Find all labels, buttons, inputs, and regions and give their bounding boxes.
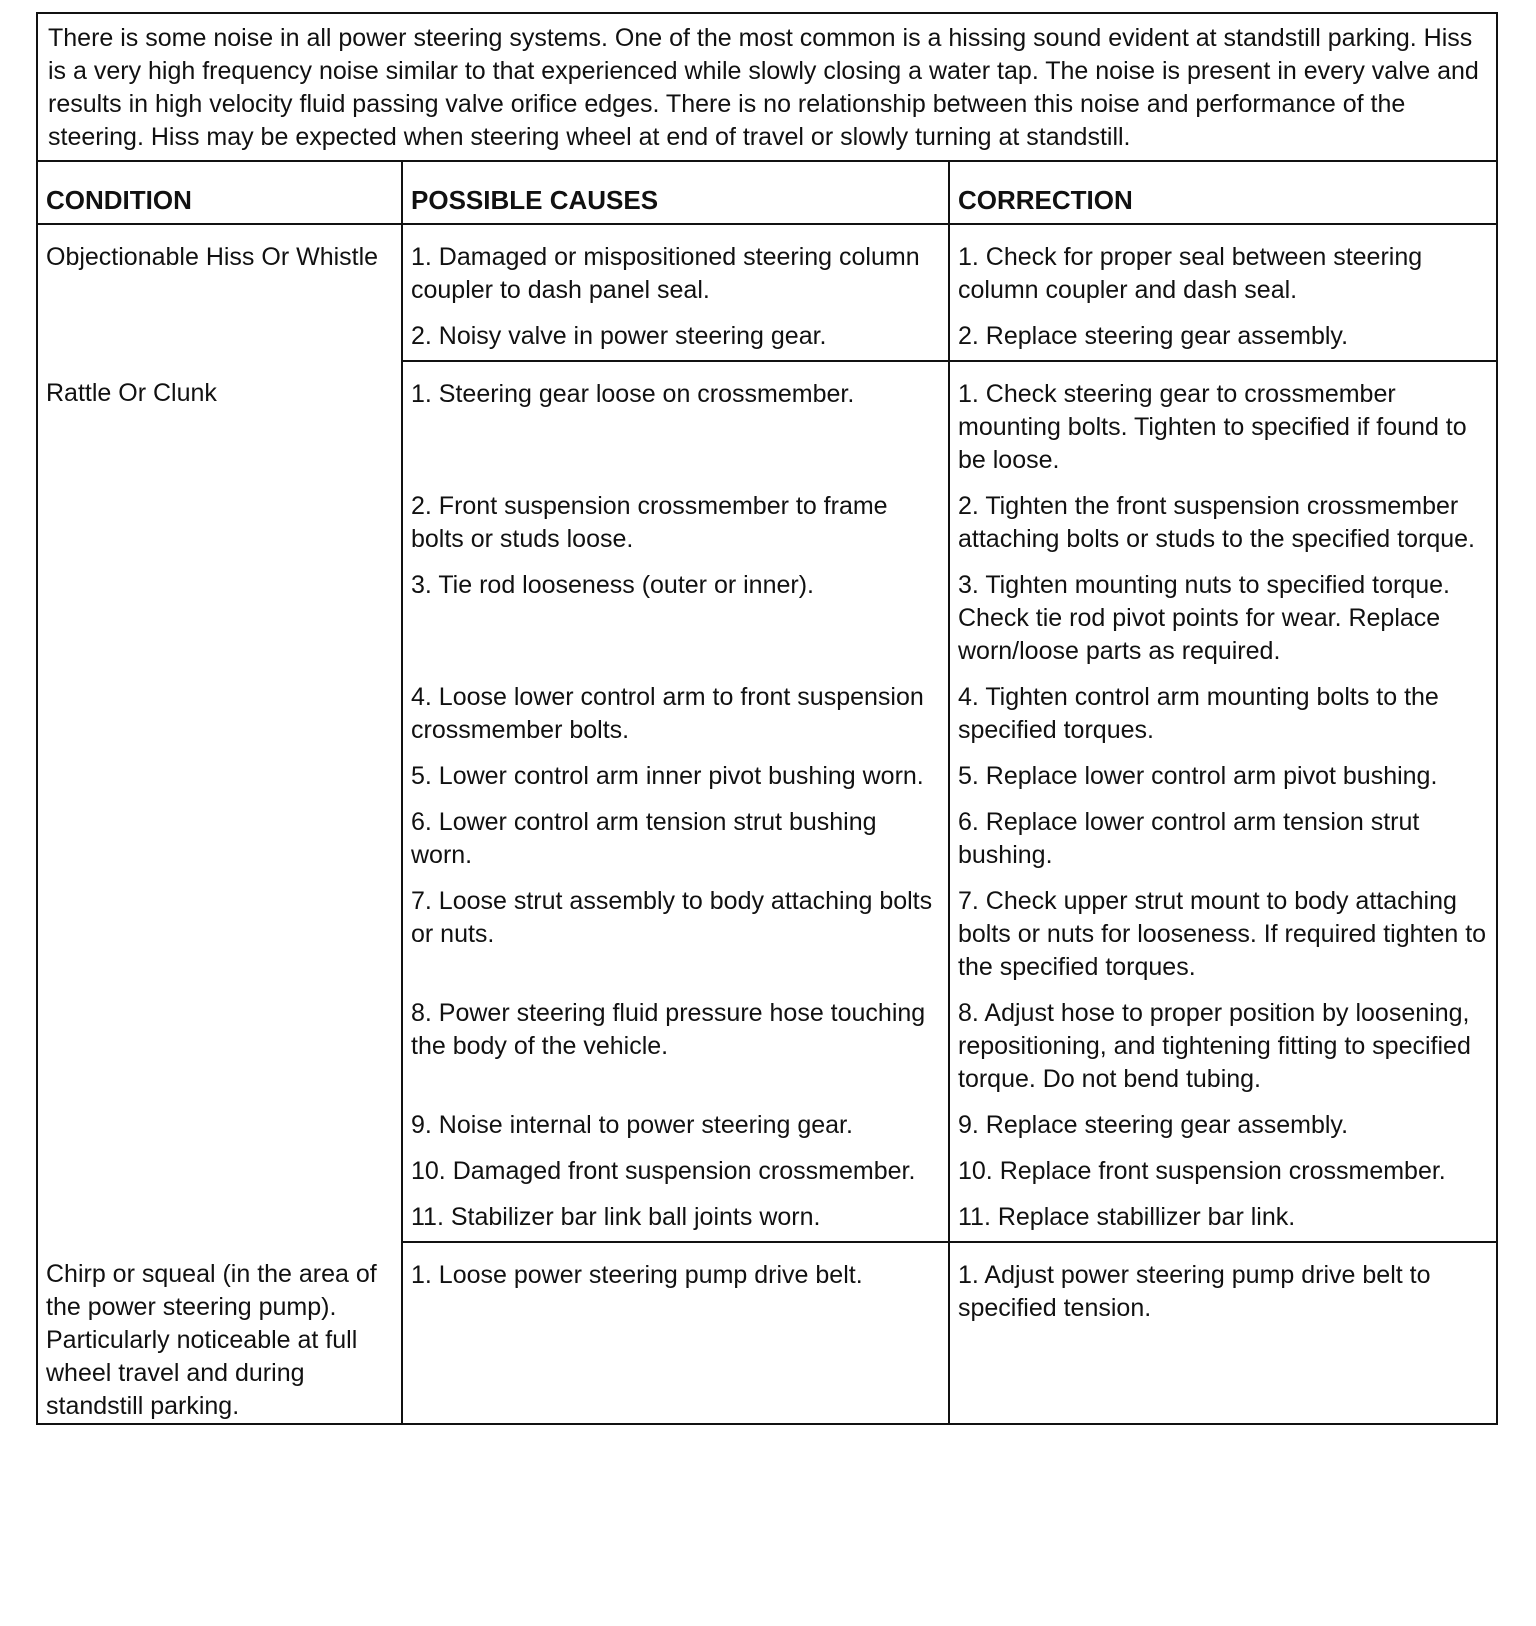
- cause-text: 1. Damaged or mispositioned steering column coupler to dash panel seal.: [411, 243, 920, 304]
- table-row: [38, 224, 1496, 314]
- cause-cell: [402, 800, 949, 879]
- correction-cell: [949, 800, 1496, 879]
- correction-text: 8. Adjust hose to proper position by loosening, repositioning, and tightening fitting to specified torque. Do not bend tubing.: [958, 999, 1471, 1093]
- diagnosis-document: [36, 12, 1498, 1425]
- correction-cell: [949, 991, 1496, 1103]
- cause-cell: [402, 1195, 949, 1242]
- correction-cell: [949, 563, 1496, 675]
- cause-text: 2. Front suspension crossmember to frame bolts or studs loose.: [411, 492, 888, 553]
- correction-text: 2. Replace steering gear assembly.: [958, 322, 1349, 350]
- cause-text: 1. Loose power steering pump drive belt.: [411, 1261, 863, 1289]
- cause-cell: [402, 1149, 949, 1195]
- table-row: [38, 361, 1496, 484]
- condition-cell: [38, 224, 402, 361]
- correction-text: 9. Replace steering gear assembly.: [958, 1111, 1349, 1139]
- cause-cell: [402, 484, 949, 563]
- intro-paragraph: There is some noise in all power steering systems. One of the most common is a hissing sound evident at standstill parking. Hiss is a very high frequency noise similar to that experienced while slowly closing a water tap. The noise is present in every valve and results in high velocity fluid passing valve orifice edges. There is no relationship between this noise and performance of the steering. Hiss may be expected when steering wheel at end of travel or slowly turning at standstill.: [38, 14, 1496, 162]
- cause-text: 10. Damaged front suspension crossmember.: [411, 1157, 916, 1185]
- correction-text: 11. Replace stabillizer bar link.: [958, 1203, 1296, 1231]
- correction-text: 1. Check for proper seal between steering column coupler and dash seal.: [958, 243, 1423, 304]
- condition-text: Chirp or squeal (in the area of the power steering pump). Particularly noticeable at full wheel travel and during standstill parking.: [46, 1260, 377, 1420]
- table-body: [38, 224, 1496, 1423]
- correction-text: 2. Tighten the front suspension crossmember attaching bolts or studs to the specified torque.: [958, 492, 1475, 553]
- condition-cell: [38, 1242, 402, 1423]
- correction-cell: [949, 361, 1496, 484]
- correction-text: 1. Adjust power steering pump drive belt to specified tension.: [958, 1261, 1431, 1322]
- cause-text: 3. Tie rod looseness (outer or inner).: [411, 571, 814, 599]
- correction-text: 5. Replace lower control arm pivot bushing.: [958, 762, 1438, 790]
- cause-cell: [402, 1242, 949, 1423]
- correction-cell: [949, 1195, 1496, 1242]
- header-correction: CORRECTION: [949, 162, 1496, 224]
- correction-text: 10. Replace front suspension crossmember.: [958, 1157, 1446, 1185]
- cause-cell: [402, 563, 949, 675]
- cause-text: 9. Noise internal to power steering gear.: [411, 1111, 853, 1139]
- header-possible-causes: POSSIBLE CAUSES: [402, 162, 949, 224]
- correction-text: 3. Tighten mounting nuts to specified torque. Check tie rod pivot points for wear. Replace worn/loose parts as required.: [958, 571, 1450, 665]
- correction-cell: [949, 1149, 1496, 1195]
- cause-text: 11. Stabilizer bar link ball joints worn.: [411, 1203, 821, 1231]
- correction-cell: [949, 484, 1496, 563]
- cause-cell: [402, 754, 949, 800]
- correction-cell: [949, 224, 1496, 314]
- correction-cell: [949, 675, 1496, 754]
- cause-cell: [402, 991, 949, 1103]
- correction-cell: [949, 1103, 1496, 1149]
- table-row: [38, 1242, 1496, 1423]
- cause-cell: [402, 675, 949, 754]
- cause-text: 1. Steering gear loose on crossmember.: [411, 380, 855, 408]
- cause-text: 7. Loose strut assembly to body attaching bolts or nuts.: [411, 887, 933, 948]
- correction-text: 6. Replace lower control arm tension strut bushing.: [958, 808, 1420, 869]
- correction-cell: [949, 314, 1496, 361]
- correction-text: 7. Check upper strut mount to body attaching bolts or nuts for looseness. If required tighten to the specified torques.: [958, 887, 1487, 981]
- diagnosis-table: [38, 162, 1496, 1423]
- cause-text: 6. Lower control arm tension strut bushing worn.: [411, 808, 877, 869]
- condition-cell: [38, 361, 402, 1242]
- correction-cell: [949, 754, 1496, 800]
- cause-text: 5. Lower control arm inner pivot bushing worn.: [411, 762, 924, 790]
- header-condition: CONDITION: [38, 162, 402, 224]
- cause-text: 2. Noisy valve in power steering gear.: [411, 322, 827, 350]
- cause-cell: [402, 361, 949, 484]
- cause-cell: [402, 879, 949, 991]
- table-header-row: [38, 162, 1496, 224]
- correction-text: 4. Tighten control arm mounting bolts to the specified torques.: [958, 683, 1439, 744]
- correction-text: 1. Check steering gear to crossmember mounting bolts. Tighten to specified if found to be loose.: [958, 380, 1467, 474]
- cause-cell: [402, 224, 949, 314]
- cause-text: 4. Loose lower control arm to front suspension crossmember bolts.: [411, 683, 924, 744]
- correction-cell: [949, 879, 1496, 991]
- cause-text: 8. Power steering fluid pressure hose touching the body of the vehicle.: [411, 999, 926, 1060]
- cause-cell: [402, 314, 949, 361]
- correction-cell: [949, 1242, 1496, 1423]
- cause-cell: [402, 1103, 949, 1149]
- condition-text: Objectionable Hiss Or Whistle: [46, 243, 379, 271]
- condition-text: Rattle Or Clunk: [46, 379, 217, 407]
